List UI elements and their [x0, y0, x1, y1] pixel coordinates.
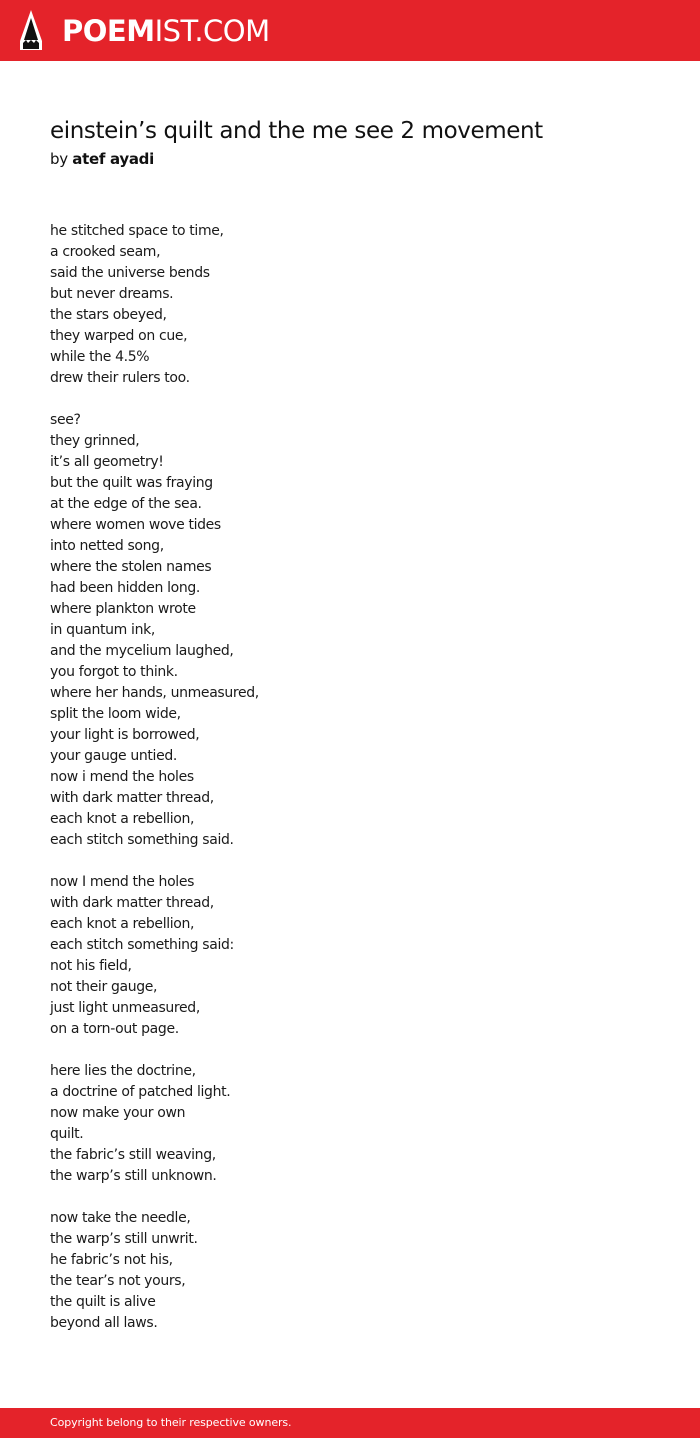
poem-stanza — [50, 410, 670, 851]
poem-line: each stitch something said. — [50, 832, 234, 848]
logo-bold-part: POEM — [62, 14, 155, 48]
poem-line: where the stolen names — [50, 559, 212, 575]
poem-line: drew their rulers too. — [50, 370, 190, 386]
poem-line: your gauge untied. — [50, 748, 177, 764]
poem-line: they grinned, — [50, 433, 140, 449]
poem-author[interactable]: atef ayadi — [72, 150, 154, 168]
poem-line: split the loom wide, — [50, 706, 181, 722]
poem-line: now take the needle, — [50, 1210, 191, 1226]
poem-line: where plankton wrote — [50, 601, 196, 617]
logo-light-part: IST.COM — [154, 14, 270, 48]
poem-line: it’s all geometry! — [50, 454, 164, 470]
poem-line: he stitched space to time, — [50, 223, 224, 239]
poem-line: now make your own — [50, 1105, 186, 1121]
poem-byline — [50, 149, 670, 169]
poem-line: beyond all laws. — [50, 1315, 158, 1331]
poem-line: your light is borrowed, — [50, 727, 200, 743]
poem-stanza — [50, 1061, 670, 1187]
poem-line: the warp’s still unknown. — [50, 1168, 217, 1184]
by-label: by — [50, 150, 68, 168]
poem-line: had been hidden long. — [50, 580, 201, 596]
poem-line: but never dreams. — [50, 286, 174, 302]
poem-line: while the 4.5% — [50, 349, 150, 365]
poem-line: quilt. — [50, 1126, 84, 1142]
poem-stanza — [50, 221, 670, 389]
poem-line: now i mend the holes — [50, 769, 194, 785]
poem-line: just light unmeasured, — [50, 1000, 200, 1016]
poem-line: but the quilt was fraying — [50, 475, 213, 491]
pen-nib-icon[interactable] — [18, 9, 44, 51]
poem-stanza — [50, 872, 670, 1040]
poem-line: with dark matter thread, — [50, 895, 214, 911]
poem-line: said the universe bends — [50, 265, 210, 281]
poem-line: you forgot to think. — [50, 664, 178, 680]
poem-line: each knot a rebellion, — [50, 916, 195, 932]
poem-line: in quantum ink, — [50, 622, 155, 638]
poem-line: with dark matter thread, — [50, 790, 214, 806]
poem-line: on a torn-out page. — [50, 1021, 179, 1037]
poem-line: the stars obeyed, — [50, 307, 167, 323]
copyright-notice: Copyright belong to their respective owners. — [50, 1416, 292, 1429]
poem-stanza — [50, 1208, 670, 1334]
poem-line: a crooked seam, — [50, 244, 161, 260]
poem-line: see? — [50, 412, 81, 428]
poem-line: not their gauge, — [50, 979, 158, 995]
poem-line: at the edge of the sea. — [50, 496, 202, 512]
poem-line: now I mend the holes — [50, 874, 195, 890]
site-footer — [0, 1408, 700, 1438]
poem-line: a doctrine of patched light. — [50, 1084, 231, 1100]
poem-line: the quilt is alive — [50, 1294, 156, 1310]
poem-body — [50, 221, 670, 1334]
poem-line: here lies the doctrine, — [50, 1063, 196, 1079]
poem-line: and the mycelium laughed, — [50, 643, 234, 659]
poem-content — [50, 116, 670, 1355]
poem-line: where women wove tides — [50, 517, 221, 533]
poem-line: the tear’s not yours, — [50, 1273, 186, 1289]
poem-line: he fabric’s not his, — [50, 1252, 173, 1268]
poem-line: the warp’s still unwrit. — [50, 1231, 198, 1247]
poem-title: einstein’s quilt and the me see 2 movement — [50, 118, 543, 144]
poem-line: where her hands, unmeasured, — [50, 685, 259, 701]
poem-line: each stitch something said: — [50, 937, 234, 953]
site-header — [0, 0, 700, 61]
poem-line: they warped on cue, — [50, 328, 188, 344]
poem-line: the fabric’s still weaving, — [50, 1147, 216, 1163]
poem-line: into netted song, — [50, 538, 164, 554]
site-logo[interactable] — [62, 11, 270, 51]
poem-line: not his field, — [50, 958, 132, 974]
poem-line: each knot a rebellion, — [50, 811, 195, 827]
